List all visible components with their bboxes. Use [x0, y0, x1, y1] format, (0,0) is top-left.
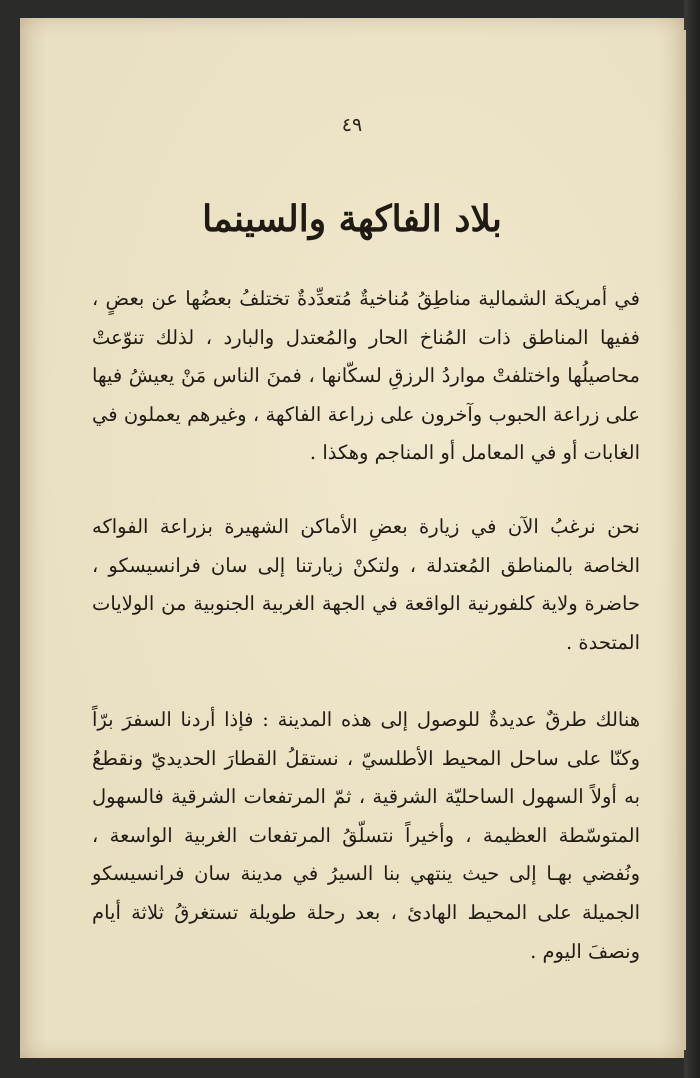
chapter-title: بلاد الفاكهة والسينما — [202, 198, 502, 240]
page-number: ٤٩ — [341, 114, 363, 136]
paragraph-3: هنالك طرقٌ عديدةٌ للوصول إلى هذه المدينة : فإذا أردنا السفرَ برّاً وكنّا على ساحل المحيط الأطلسيّ ، نستقلُ القطارَ الحديديّ ونقطعُ به أولاً السهول الساحليّة الشرقية ، ثمّ المرتفعات الشرقية فالسهول المتوسّطة العظيمة ، وأخيراً نتسلّقُ المرتفعات الغربية الواسعة ، ونُفضي بهـا إلى حيث ينتهي بنا السيرُ في مدينة سان فرانسيسكو الجميلة على المحيط الهادئ ، بعد رحلة طويلة تستغرقُ ثلاثة أيام ونصفَ اليوم . — [92, 708, 640, 963]
page-edge — [684, 30, 686, 1050]
paragraph-1: في أمريكة الشمالية مناطِقُ مُناخيةٌ مُتعدِّدةٌ تختلفُ بعضُها عن بعضٍ ، ففيها المناطق ذات المُناخ الحار والمُعتدل والبارد ، لذلك تنوّعتْ محاصيلُها واختلفتْ مواردُ الرزقِ لسكّانها ، فمنَ الناس مَنْ يعيشُ فيها على زراعة الحبوب وآخرون على زراعة الفاكهة ، وغيرهم يعملون في الغابات أو في المعامل أو المناجم وهكذا . — [92, 287, 641, 465]
book-spine — [684, 0, 700, 1078]
book-page — [20, 18, 684, 1058]
paragraph-2: نحن نرغبُ الآن في زيارة بعضِ الأماكن الشهيرة بزراعة الفواكه الخاصة بالمناطق المُعتدلة ، ولتكنْ زيارتنا إلى سان فرانسيسكو ، حاضرة ولاية كلفورنية الواقعة في الجهة الغربية الجنوبية من الولايات المتحدة . — [92, 515, 640, 654]
